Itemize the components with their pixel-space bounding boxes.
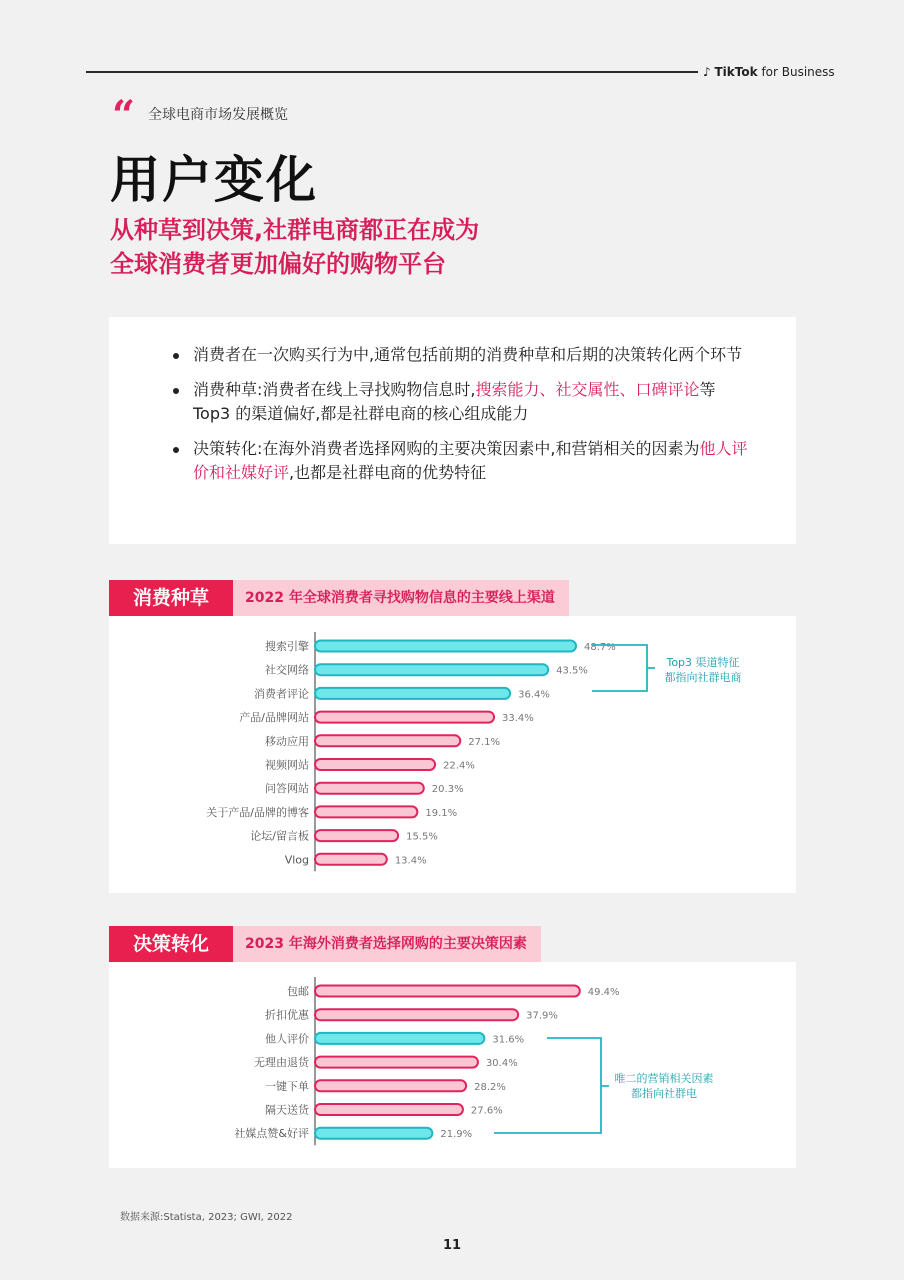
bar [315,1057,478,1068]
bar [315,712,494,723]
quote-icon: “ [112,92,136,139]
highlight-text: 搜索能力、社交属性、口碑评论 [475,380,700,399]
value-label: 36.4% [518,689,550,701]
value-label: 37.9% [526,1010,558,1022]
section-label: 全球电商市场发展概览 [148,107,288,123]
chart1-svg [109,616,796,893]
category-label: 移动应用 [265,734,309,748]
summary-bullet [171,437,751,485]
page-title: 用户变化 [110,151,318,209]
value-label: 20.3% [431,784,464,796]
value-label: 28.2% [474,1081,506,1093]
subtitle-line-2: 全球消费者更加偏好的购物平台 [110,250,446,278]
bar [315,1128,432,1139]
category-label: 隔天送货 [265,1103,309,1117]
value-label: 22.4% [443,760,475,772]
highlight-text: 他人评价和社媒好评 [193,439,748,482]
bullet-text: 决策转化:在海外消费者选择网购的主要决策因素中,和营销相关的因素为 [193,439,700,458]
summary-bullet [171,343,751,367]
chart1-heading: 2022 年全球消费者寻找购物信息的主要线上渠道 [233,580,569,616]
category-label: 一键下单 [265,1079,309,1093]
page-subtitle [110,213,479,281]
category-label: 问答网站 [265,782,309,796]
brand-suffix: for Business [761,65,835,79]
annotation-bracket [494,1038,609,1133]
category-label: Vlog [284,853,309,867]
chart2-tag: 决策转化 [109,926,233,962]
category-label: 产品/品牌网站 [239,711,309,725]
bar [315,688,510,699]
chart1-tag: 消费种草 [109,580,233,616]
category-label: 消费者评论 [254,687,309,701]
category-label: 他人评价 [265,1032,309,1046]
bullet-text: 等 Top3 的渠道偏好,都是社群电商的核心组成能力 [193,380,716,423]
header-rule [86,71,698,73]
value-label: 30.4% [485,1058,518,1070]
tiktok-icon: ♪ [703,65,711,79]
category-label: 社交网络 [265,663,309,677]
brand-mark: TikTok [714,65,758,79]
category-label: 关于产品/品牌的博客 [206,805,309,819]
bar [315,759,435,770]
chart2-svg [109,962,796,1168]
category-label: 论坛/留言板 [250,829,309,843]
value-label: 33.4% [502,713,534,725]
brand-logo [703,65,835,79]
bar [315,641,576,652]
category-label: 无理由退货 [254,1056,309,1070]
bar [315,854,387,865]
summary-bullet-list [171,343,751,496]
value-label: 15.5% [406,831,438,843]
page-number: 11 [442,1238,462,1253]
value-label: 43.5% [556,665,588,677]
annotation-text: 都指向社群电 [631,1087,697,1100]
chart1-card [109,616,796,893]
bar [315,735,460,746]
bullet-text: ,也都是社群电商的优势特征 [289,463,487,482]
bar [315,830,398,841]
chart2-heading: 2023 年海外消费者选择网购的主要决策因素 [233,926,541,962]
bar [315,783,424,794]
value-label: 49.4% [587,987,620,998]
category-label: 包邮 [287,985,309,998]
category-label: 视频网站 [265,758,309,772]
bar [315,806,417,817]
value-label: 31.6% [492,1034,525,1046]
value-label: 27.6% [470,1105,503,1117]
value-label: 19.1% [425,807,458,819]
data-source: 数据来源:Statista, 2023; GWI, 2022 [120,1212,293,1223]
bullet-text: 消费者在一次购买行为中,通常包括前期的消费种草和后期的决策转化两个环节 [193,345,743,364]
bar [315,1080,466,1091]
bar [315,1009,518,1020]
category-label: 社媒点赞&好评 [234,1127,309,1141]
subtitle-line-1: 从种草到决策,社群电商都正在成为 [110,216,480,244]
annotation-text: 唯二的营销相关因素 [614,1072,714,1085]
category-label: 搜索引擎 [265,640,309,653]
annotation-text: 都指向社群电商 [664,671,742,684]
summary-card [109,317,796,544]
value-label: 48.7% [584,642,616,653]
chart2-card [109,962,796,1168]
value-label: 21.9% [440,1129,473,1141]
bullet-text: 消费种草:消费者在线上寻找购物信息时, [193,380,476,399]
bar [315,1104,463,1115]
bar [315,1033,484,1044]
category-label: 折扣优惠 [265,1008,309,1022]
bar [315,664,548,675]
annotation-text: Top3 渠道特征 [666,656,740,669]
value-label: 27.1% [468,736,501,748]
summary-bullet [171,378,751,426]
value-label: 13.4% [394,855,427,867]
bar [315,986,580,997]
